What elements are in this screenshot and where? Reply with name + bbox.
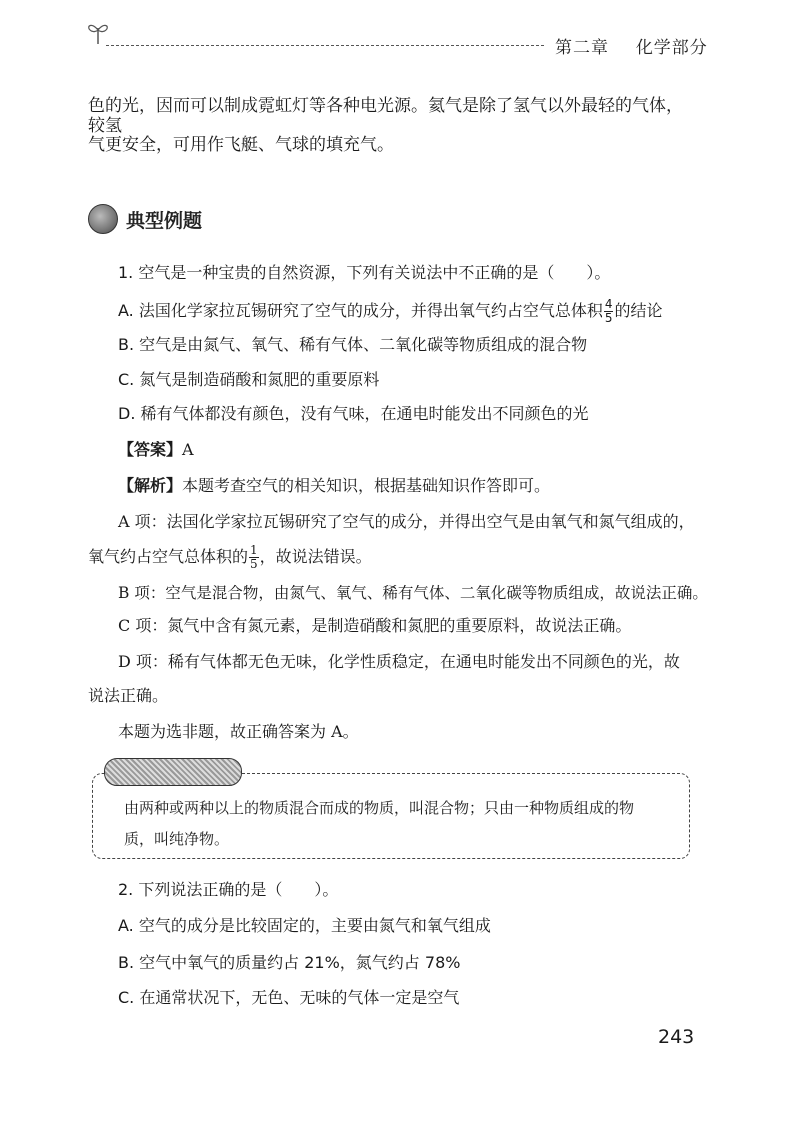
analysis-label: 【解析】 <box>118 476 183 495</box>
section-label: 化学部分 <box>635 38 708 58</box>
section-title: 典型例题 <box>126 210 203 232</box>
q2-option-a: A. 空气的成分是比较固定的，主要由氮气和氧气组成 <box>118 916 491 935</box>
header-rule <box>106 45 544 46</box>
tip-line-2: 质，叫纯净物。 <box>124 830 230 848</box>
q1-option-d: D. 稀有气体都没有颜色，没有气味，在通电时能发出不同颜色的光 <box>118 404 589 423</box>
q2-stem: 2. 下列说法正确的是（ ）。 <box>118 880 339 899</box>
sprout-icon <box>84 20 112 46</box>
analysis-conclusion: 本题为选非题，故正确答案为 A。 <box>118 722 359 741</box>
q1-option-a: A. 法国化学家拉瓦锡研究了空气的成分，并得出氧气约占空气总体积 $\frac{4}{5}$ 的结论 <box>118 297 663 325</box>
intro-line-2: 气更安全，可用作飞艇、气球的填充气。 <box>88 135 394 155</box>
q2-option-c: C. 在通常状况下，无色、无味的气体一定是空气 <box>118 988 460 1007</box>
analysis-intro: 【解析】本题考查空气的相关知识，根据基础知识作答即可。 <box>118 476 551 495</box>
q1-option-b: B. 空气是由氮气、氧气、稀有气体、二氧化碳等物质组成的混合物 <box>118 335 588 354</box>
chapter-label: 第二章 <box>555 38 609 58</box>
q2-option-b: B. 空气中氧气的质量约占 21%，氮气约占 78% <box>118 953 461 972</box>
tip-line-1: 由两种或两种以上的物质混合而成的物质，叫混合物；只由一种物质组成的物 <box>124 799 635 817</box>
answer-line <box>118 440 194 460</box>
running-header <box>555 33 708 58</box>
analysis-d-line-1: D 项：稀有气体都无色无味，化学性质稳定，在通电时能发出不同颜色的光，故 <box>118 652 680 671</box>
intro-line-1: 色的光，因而可以制成霓虹灯等各种电光源。氦气是除了氢气以外最轻的气体，较氢 <box>88 96 683 136</box>
analysis-d-line-2: 说法正确。 <box>88 686 169 705</box>
analysis-c: C 项：氮气中含有氮元素，是制造硝酸和氮肥的重要原料，故说法正确。 <box>118 616 632 635</box>
example-icon <box>88 204 118 234</box>
tip-badge <box>104 758 242 786</box>
analysis-a-line-1: A 项：法国化学家拉瓦锡研究了空气的成分，并得出空气是由氧气和氮气组成的， <box>118 512 695 531</box>
answer-value: A <box>182 440 194 459</box>
page-number: 243 <box>658 1026 695 1048</box>
fraction-four-fifths: $\frac{4}{5}$ <box>604 297 613 325</box>
q1-option-c: C. 氮气是制造硝酸和氮肥的重要原料 <box>118 370 380 389</box>
answer-label: 【答案】 <box>118 440 183 459</box>
q1-stem: 1. 空气是一种宝贵的自然资源，下列有关说法中不正确的是（ ）。 <box>118 263 611 282</box>
analysis-a-line-2: 氧气约占空气总体积的 $\frac{1}{5}$ ，故说法错误。 <box>88 543 372 571</box>
analysis-b: B 项：空气是混合物，由氮气、氧气、稀有气体、二氧化碳等物质组成，故说法正确。 <box>118 584 708 602</box>
fraction-one-fifth: $\frac{1}{5}$ <box>250 543 258 571</box>
